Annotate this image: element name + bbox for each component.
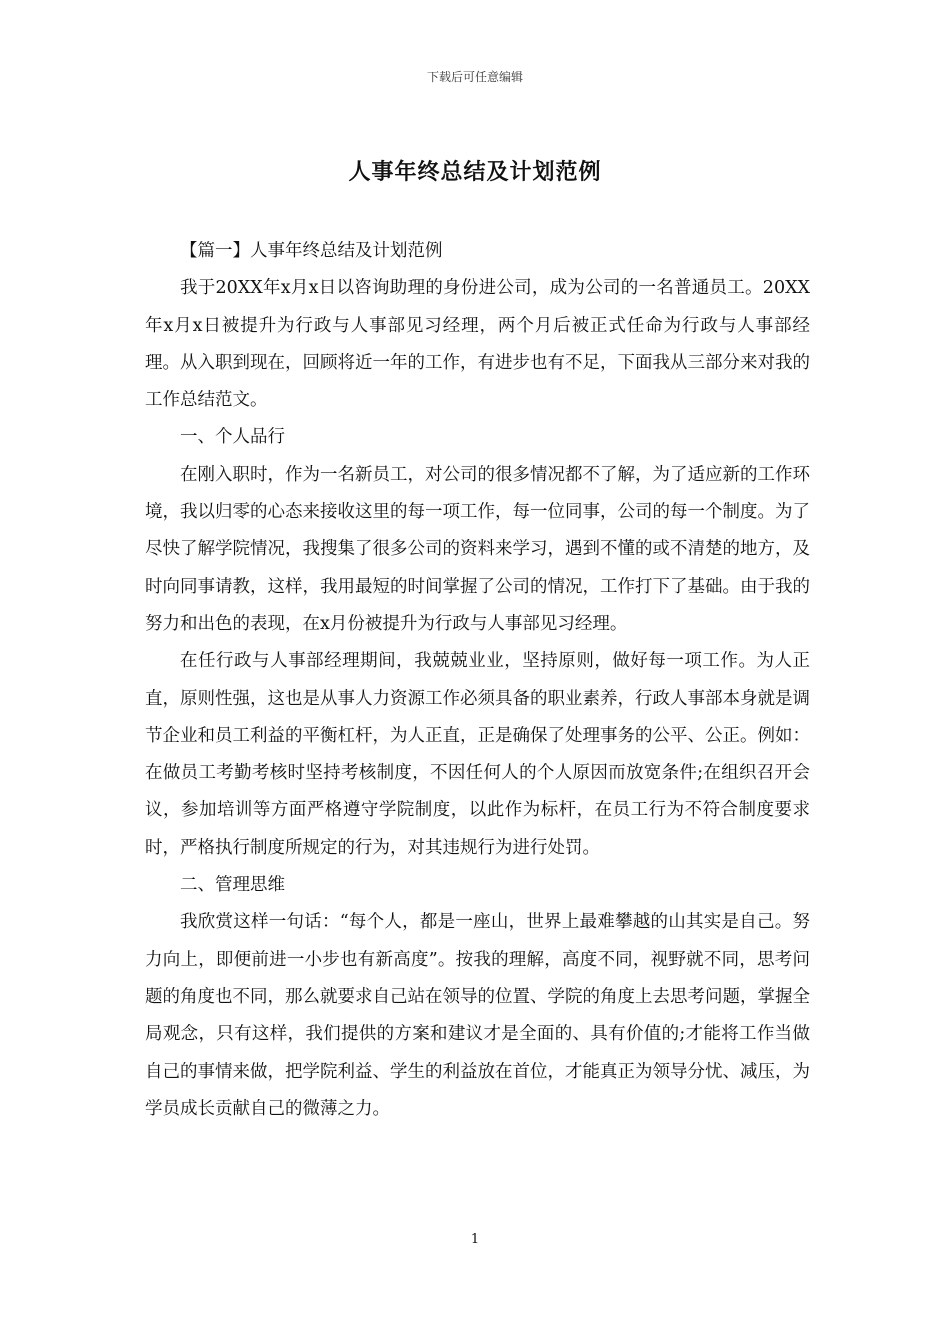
document-title: 人事年终总结及计划范例 [348,160,602,185]
paragraph-personal-conduct-2: 在任行政与人事部经理期间，我兢兢业业，坚持原则，做好每一项工作。为人正直，原则性强，这也是从事人力资源工作必须具备的职业素养，行政人事部本身就是调节企业和员工利益的平衡杠杆，为人正直，正是确保了处理事务的公平、公正。例如：在做员工考勤考核时坚持考核制度，不因任何人的个人原因而放宽条件;在组织召开会议，参加培训等方面严格遵守学院制度，以此作为标杆，在员工行为不符合制度要求时，严格执行制度所规定的行为，对其违规行为进行处罚。 [145,651,810,858]
header-note: 下载后可任意编辑 [426,70,523,84]
paragraph-personal-conduct-1: 在刚入职时，作为一名新员工，对公司的很多情况都不了解，为了适应新的工作环境，我以归零的心态来接收这里的每一项工作，每一位同事，公司的每一个制度。为了尽快了解学院情况，我搜集了很多公司的资料来学习，遇到不懂的或不清楚的地方，及时向同事请教，这样，我用最短的时间掌握了公司的情况，工作打下了基础。由于我的努力和出色的表现，在x月份被提升为行政与人事部见习经理。 [145,464,810,634]
section-heading-part-one: 【篇一】人事年终总结及计划范例 [180,241,443,261]
subheading-management-thinking: 二、管理思维 [180,875,285,896]
paragraph-intro: 我于20XX年x月x日以咨询助理的身份进公司，成为公司的一名普通员工。20XX年x月x日被提升为行政与人事部见习经理，两个月后被正式任命为行政与人事部经理。从入职到现在，回顾将近一年的工作，有进步也有不足，下面我从三部分来对我的工作总结范文。 [145,278,810,411]
page-number: 1 [470,1232,480,1247]
paragraph-management-thinking: 我欣赏这样一句话：“每个人，都是一座山，世界上最难攀越的山其实是自己。努力向上，即便前进一小步也有新高度”。按我的理解，高度不同，视野就不同，思考问题的角度也不同，那么就要求自己站在领导的位置、学院的角度上去思考问题，掌握全局观念，只有这样，我们提供的方案和建议才是全面的、具有价值的;才能将工作当做自己的事情来做，把学院利益、学生的利益放在首位，才能真正为领导分忧、减压，为学员成长贡献自己的微薄之力。 [145,912,810,1119]
document-body [145,233,810,1128]
subheading-personal-conduct: 一、个人品行 [180,427,285,448]
